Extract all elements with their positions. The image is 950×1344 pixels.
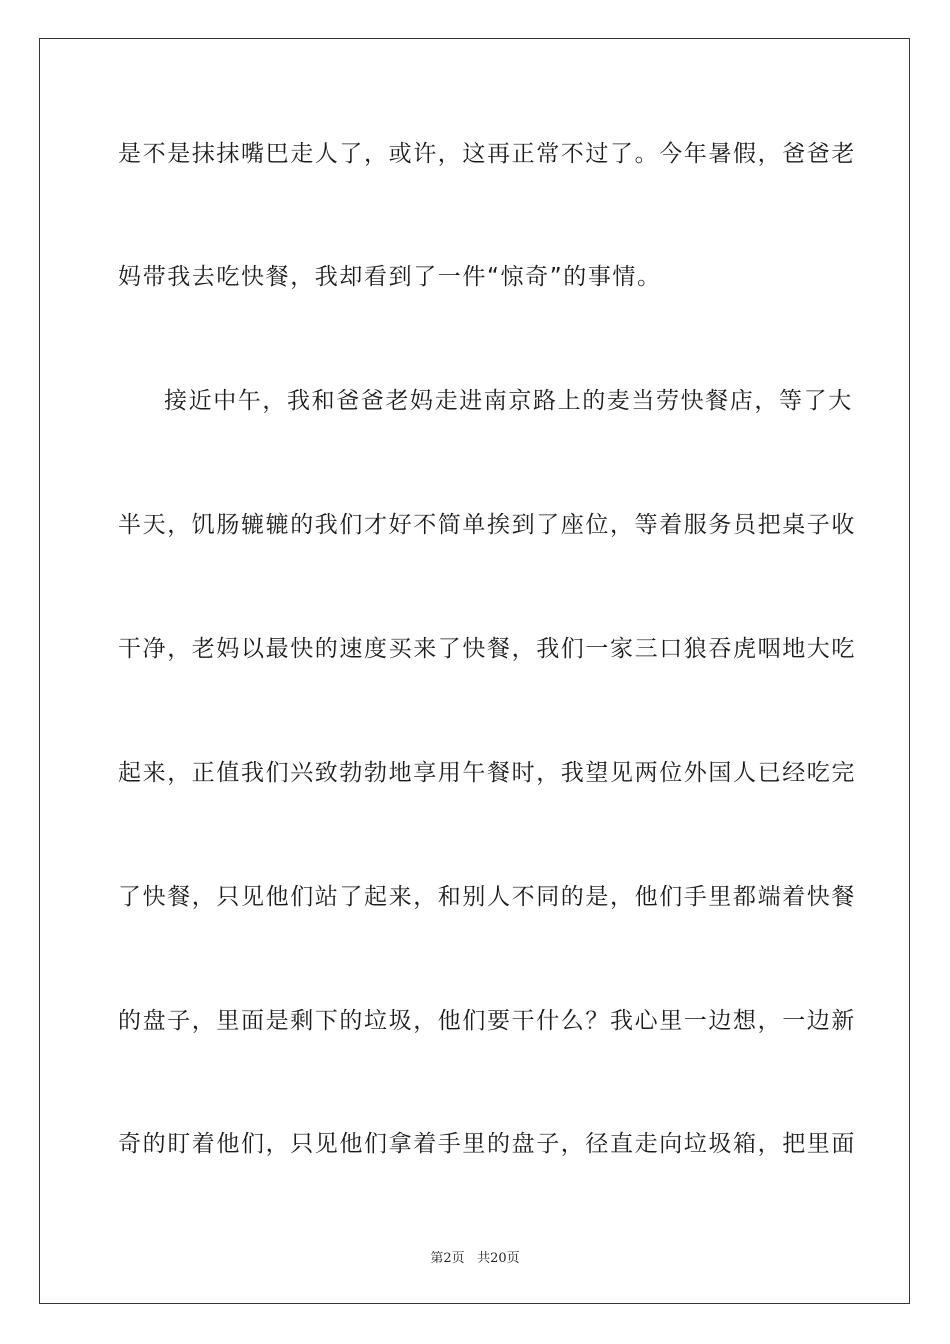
text-line: 奇的盯着他们，只见他们拿着手里的盘子，径直走向垃圾箱，把里面: [118, 1131, 856, 1157]
text-line: 干净，老妈以最快的速度买来了快餐，我们一家三口狼吞虎咽地大吃: [118, 636, 856, 662]
text-line: 是不是抹抹嘴巴走人了，或许，这再正常不过了。今年暑假，爸爸老: [118, 141, 856, 167]
text-line: 起来，正值我们兴致勃勃地享用午餐时，我望见两位外国人已经吃完: [118, 760, 856, 786]
paragraph-start-line: 接近中午，我和爸爸老妈走进南京路上的麦当劳快餐店，等了大: [164, 388, 853, 414]
page-footer: [0, 1247, 950, 1266]
total-pages: 共20页: [477, 1251, 520, 1266]
text-line: 了快餐，只见他们站了起来，和别人不同的是，他们手里都端着快餐: [118, 884, 856, 910]
page-frame: [39, 38, 910, 1304]
current-page-number: 第2页: [430, 1251, 465, 1266]
text-line: 的盘子，里面是剩下的垃圾，他们要干什么？我心里一边想，一边新: [118, 1008, 856, 1034]
text-line: 妈带我去吃快餐，我却看到了一件“惊奇”的事情。: [118, 264, 662, 290]
text-line: 半天，饥肠辘辘的我们才好不简单挨到了座位，等着服务员把桌子收: [118, 512, 856, 538]
